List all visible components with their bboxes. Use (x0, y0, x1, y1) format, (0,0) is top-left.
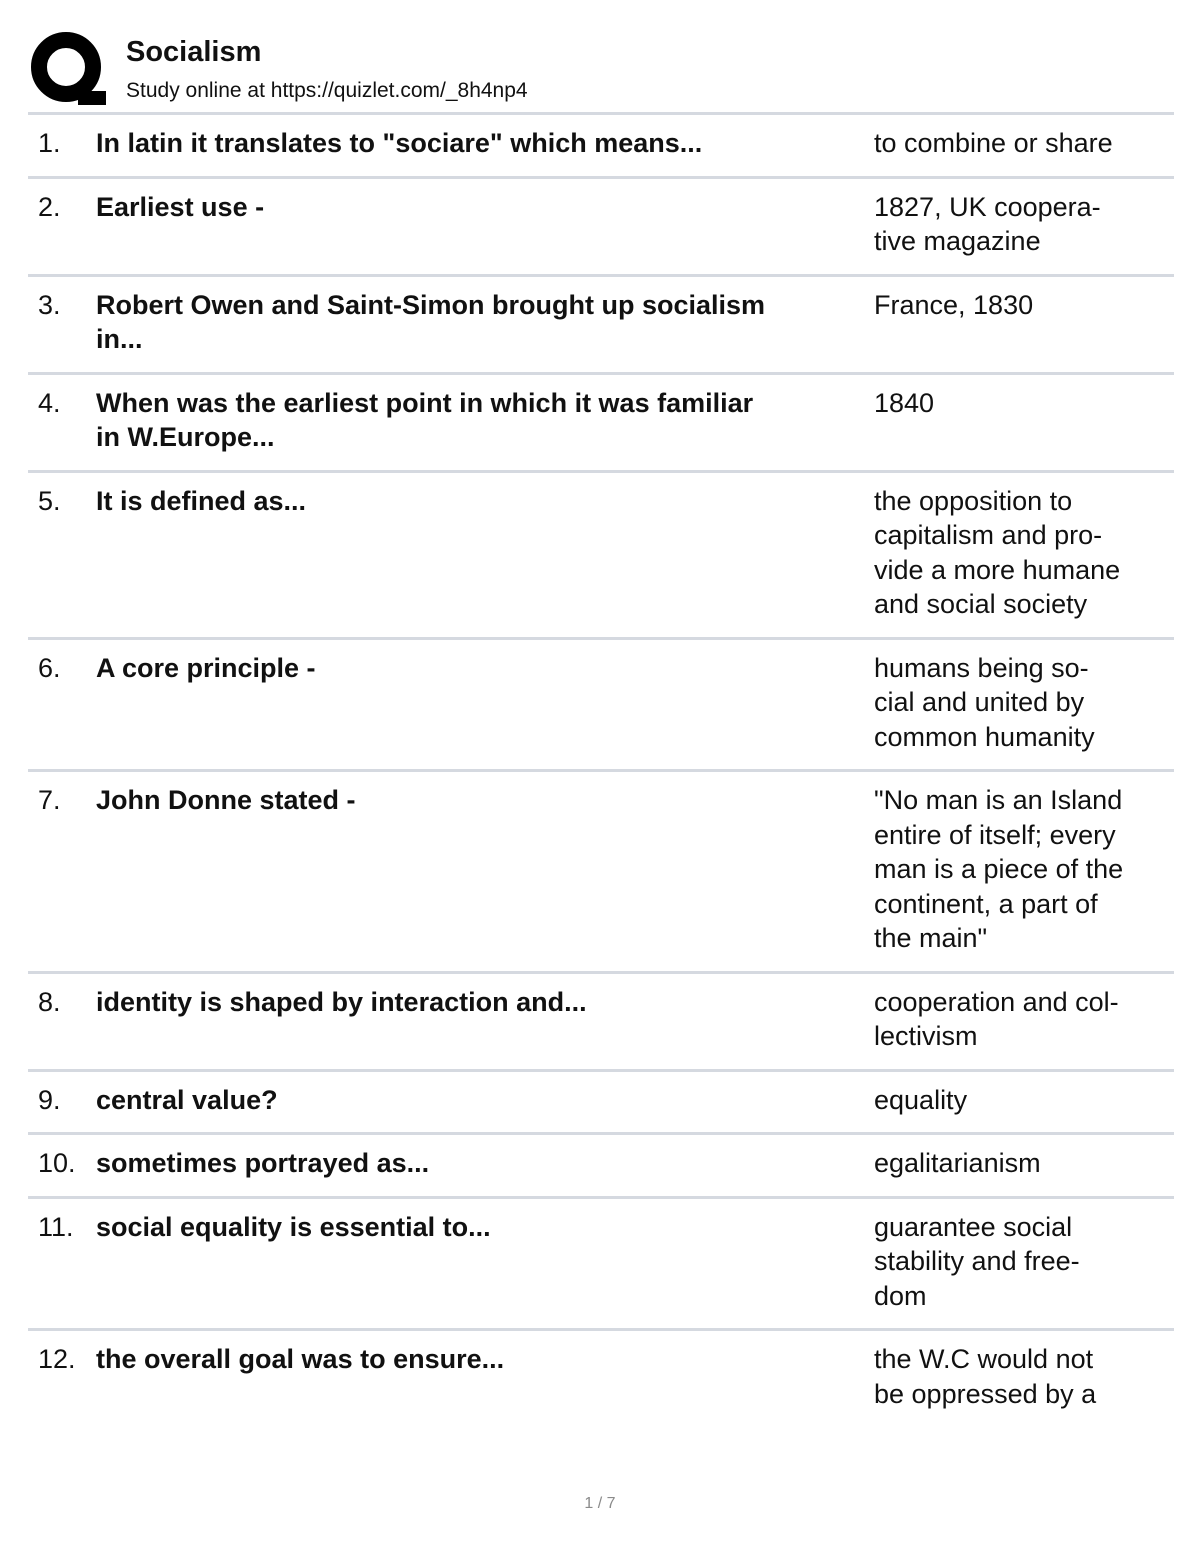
card-term: Robert Owen and Saint-Simon brought up socialism in... (96, 289, 766, 354)
study-online-link[interactable]: Study online at https://quizlet.com/_8h4np4 (126, 79, 528, 102)
card-term: It is defined as... (96, 485, 307, 516)
flashcard-row (28, 769, 1174, 971)
card-definition: "No man is an Island entire of itself; every man is a piece of the continent, a part of the main" (874, 785, 1124, 953)
flashcard-row (28, 372, 1174, 470)
card-definition: egalitarianism (874, 1148, 1041, 1178)
card-term: When was the earliest point in which it was familiar in W.Europe... (96, 387, 754, 452)
card-term: Earliest use - (96, 191, 265, 222)
card-number: 11. (38, 1211, 74, 1242)
card-definition: cooperation and col- lectivism (874, 986, 1119, 1051)
quizlet-logo-icon (30, 31, 106, 107)
card-number: 6. (38, 652, 61, 683)
card-number: 5. (38, 485, 61, 516)
card-definition: to combine or share (874, 128, 1113, 158)
card-definition: the W.C would not be oppressed by a (874, 1344, 1097, 1409)
flashcard-row (28, 1132, 1174, 1196)
card-number: 12. (38, 1344, 76, 1374)
flashcard-row (28, 971, 1174, 1069)
flashcard-list (28, 112, 1174, 1426)
flashcard-row (28, 274, 1174, 372)
flashcard-row (28, 1328, 1174, 1426)
flashcard-row (28, 176, 1174, 274)
card-term: sometimes portrayed as... (96, 1148, 430, 1178)
card-term: A core principle - (96, 652, 316, 683)
card-term: John Donne stated - (96, 785, 356, 815)
card-term: central value? (96, 1084, 278, 1115)
flashcard-row (28, 112, 1174, 176)
card-definition: 1827, UK coopera- tive magazine (874, 191, 1101, 256)
card-definition: guarantee social stability and free- dom (874, 1211, 1080, 1311)
flashcard-row (28, 1196, 1174, 1329)
flashcard-row (28, 637, 1174, 770)
card-definition: France, 1830 (874, 289, 1034, 320)
card-definition: 1840 (874, 387, 935, 418)
card-number: 7. (38, 785, 61, 815)
card-number: 9. (38, 1084, 61, 1115)
card-number: 2. (38, 191, 61, 222)
card-definition: humans being so- cial and united by common humanity (874, 652, 1095, 752)
flashcard-row (28, 470, 1174, 637)
card-number: 1. (38, 128, 61, 158)
card-number: 3. (38, 289, 61, 320)
card-term: identity is shaped by interaction and... (96, 986, 587, 1017)
card-term: the overall goal was to ensure... (96, 1344, 505, 1374)
card-definition: the opposition to capitalism and pro- vide a more humane and social society (874, 485, 1121, 619)
card-number: 10. (38, 1148, 76, 1178)
card-term: In latin it translates to "sociare" which means... (96, 128, 703, 158)
flashcard-row (28, 1069, 1174, 1133)
card-number: 4. (38, 387, 61, 418)
set-title: Socialism (126, 36, 262, 68)
card-number: 8. (38, 986, 61, 1017)
page-number: 1 / 7 (584, 1495, 616, 1512)
card-definition: equality (874, 1084, 968, 1115)
card-term: social equality is essential to... (96, 1211, 491, 1242)
